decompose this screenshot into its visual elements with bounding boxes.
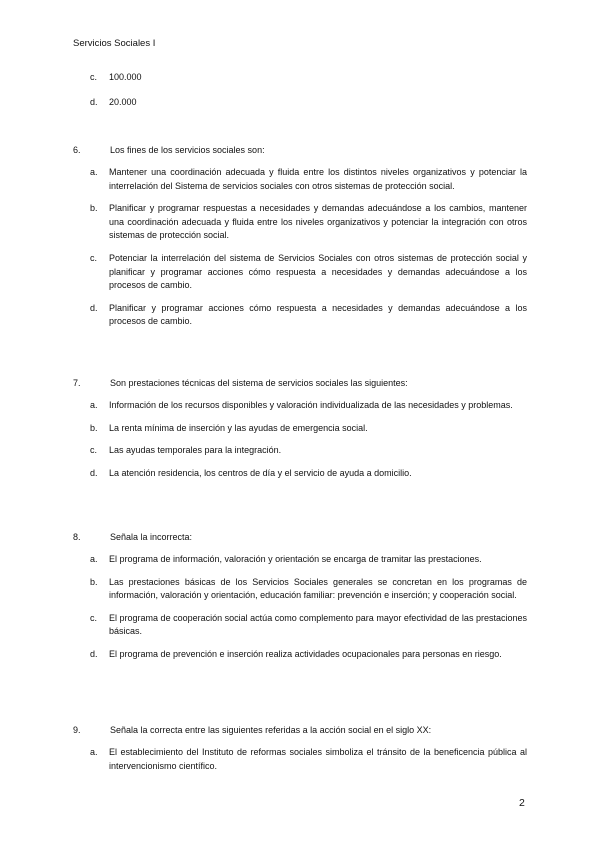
option-text: Las prestaciones básicas de los Servicios Sociales generales se concretan en los programas de información, valoración y orientación, educación familiar: prevención e inserción; y cooperación social.	[109, 576, 527, 601]
option-a	[73, 553, 533, 567]
carryover-option-d	[90, 95, 137, 109]
option-letter: b.	[90, 576, 98, 587]
option-text: Planificar y programar respuestas a necesidades y demandas adecuándose a los cambios, mantener una coordinación adecuada y fluida entre los niveles organizativos y potenciar la integración con otros sistemas de protección social.	[109, 203, 527, 241]
option-b	[73, 422, 533, 436]
option-letter: d.	[90, 648, 98, 659]
option-text: Las ayudas temporales para la integración.	[109, 445, 282, 456]
option-text: El programa de prevención e inserción realiza actividades ocupacionales para personas en riesgo.	[109, 648, 502, 659]
page-number: 2	[519, 797, 525, 809]
option-text: La atención residencia, los centros de día y el servicio de ayuda a domicilio.	[109, 467, 412, 478]
option-letter: a.	[90, 167, 98, 177]
option-letter: c.	[90, 445, 98, 456]
option-c	[73, 252, 533, 293]
option-text: Mantener una coordinación adecuada y fluida entre los distintos niveles organizativos y potenciar la interrelación del Sistema de servicios sociales con otros sistemas de protección social.	[109, 167, 527, 191]
option-text: Potenciar la interrelación del sistema de Servicios Sociales con otros sistemas de protección social y planificar y programar acciones cómo respuesta a necesidades y demandas adecuándose a los procesos de cambio.	[109, 252, 527, 291]
question-6	[73, 143, 533, 338]
option-letter: d.	[90, 467, 98, 478]
option-text: Información de los recursos disponibles y valoración individualizada de las necesidades y problemas.	[109, 400, 513, 410]
question-number: 6.	[73, 145, 81, 155]
question-text: Son prestaciones técnicas del sistema de servicios sociales las siguientes:	[110, 378, 408, 388]
option-letter: c.	[90, 252, 98, 263]
option-c	[73, 444, 533, 458]
option-letter: b.	[90, 422, 98, 433]
option-text: Planificar y programar acciones cómo respuesta a necesidades y demandas adecuándose a los procesos de cambio.	[109, 302, 527, 327]
option-letter: a.	[90, 400, 98, 410]
option-d	[73, 467, 533, 481]
option-letter: a.	[90, 747, 98, 757]
running-header: Servicios Sociales I	[73, 38, 156, 49]
option-text: 100.000	[109, 72, 142, 82]
question-7	[73, 376, 533, 489]
option-letter: c.	[90, 612, 98, 623]
question-number: 9.	[73, 725, 81, 735]
option-a	[73, 166, 533, 193]
carryover-option-c	[90, 70, 142, 84]
option-text: La renta mínima de inserción y las ayudas de emergencia social.	[109, 422, 368, 433]
option-a	[73, 399, 533, 413]
option-letter: d.	[90, 302, 98, 313]
question-text: Los fines de los servicios sociales son:	[110, 145, 265, 155]
question-8	[73, 530, 533, 671]
option-text: 20.000	[109, 97, 137, 107]
option-b	[73, 576, 533, 603]
question-number: 8.	[73, 532, 81, 542]
question-text: Señala la correcta entre las siguientes referidas a la acción social en el siglo XX:	[110, 725, 432, 735]
option-d	[73, 302, 533, 329]
option-a	[73, 746, 533, 773]
option-letter: a.	[90, 554, 98, 564]
question-text: Señala la incorrecta:	[110, 532, 193, 542]
option-letter: d.	[90, 97, 98, 107]
question-number: 7.	[73, 378, 81, 388]
option-text: El establecimiento del Instituto de reformas sociales simboliza el tránsito de la beneficencia pública al intervencionismo científico.	[109, 747, 527, 771]
question-9	[73, 723, 533, 782]
option-text: El programa de cooperación social actúa como complemento para mayor efectividad de las prestaciones básicas.	[109, 612, 527, 637]
option-c	[73, 612, 533, 639]
option-letter: b.	[90, 203, 98, 214]
option-d	[73, 648, 533, 662]
option-text: El programa de información, valoración y orientación se encarga de tramitar las prestaciones.	[109, 554, 482, 564]
option-b	[73, 202, 533, 243]
option-letter: c.	[90, 72, 98, 82]
